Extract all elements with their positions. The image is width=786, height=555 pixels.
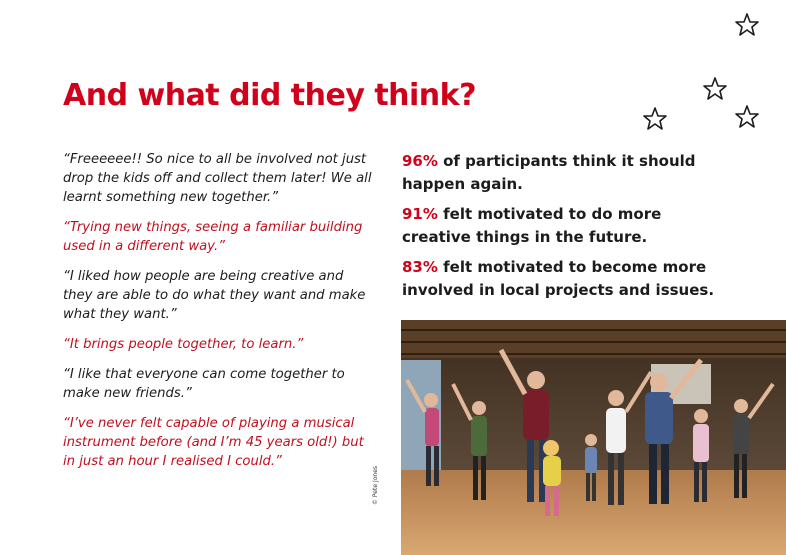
stat-item [402,203,732,249]
stat-percent: 83% [402,258,438,276]
quote: “Freeeeee!! So nice to all be involved not just drop the kids off and collect them later! We all learnt something new together.” [63,152,372,205]
star-icon [702,76,728,102]
stat-percent: 91% [402,205,438,223]
stat-text: felt motivated to do more creative things in the future. [402,205,662,246]
star-icon [642,106,668,132]
stat-percent: 96% [402,152,438,170]
star-icon [734,104,760,130]
star-icon [734,12,760,38]
quote: “I’ve never felt capable of playing a musical instrument before (and I’m 45 years old!) but in just an hour I realised I could.” [63,416,364,469]
stat-text: felt motivated to become more involved in local projects and issues. [402,258,715,299]
photo-credit: © Pete Jones [372,465,379,505]
quote: “Trying new things, seeing a familiar building used in a different way.” [63,220,363,254]
quote: “I like that everyone can come together to make new friends.” [63,367,345,401]
page-title: And what did they think? [63,78,477,113]
group-dance-class-photo [401,320,786,555]
quote: “I liked how people are being creative and they are able to do what they want and make what they want.” [63,269,366,322]
decorative-stars [630,0,786,140]
stat-item [402,256,732,302]
stat-item [402,150,732,196]
quote: “It brings people together, to learn.” [63,337,304,352]
quotes-column [63,150,373,482]
stat-text: of participants think it should happen again. [402,152,696,193]
stats-column [402,150,732,309]
